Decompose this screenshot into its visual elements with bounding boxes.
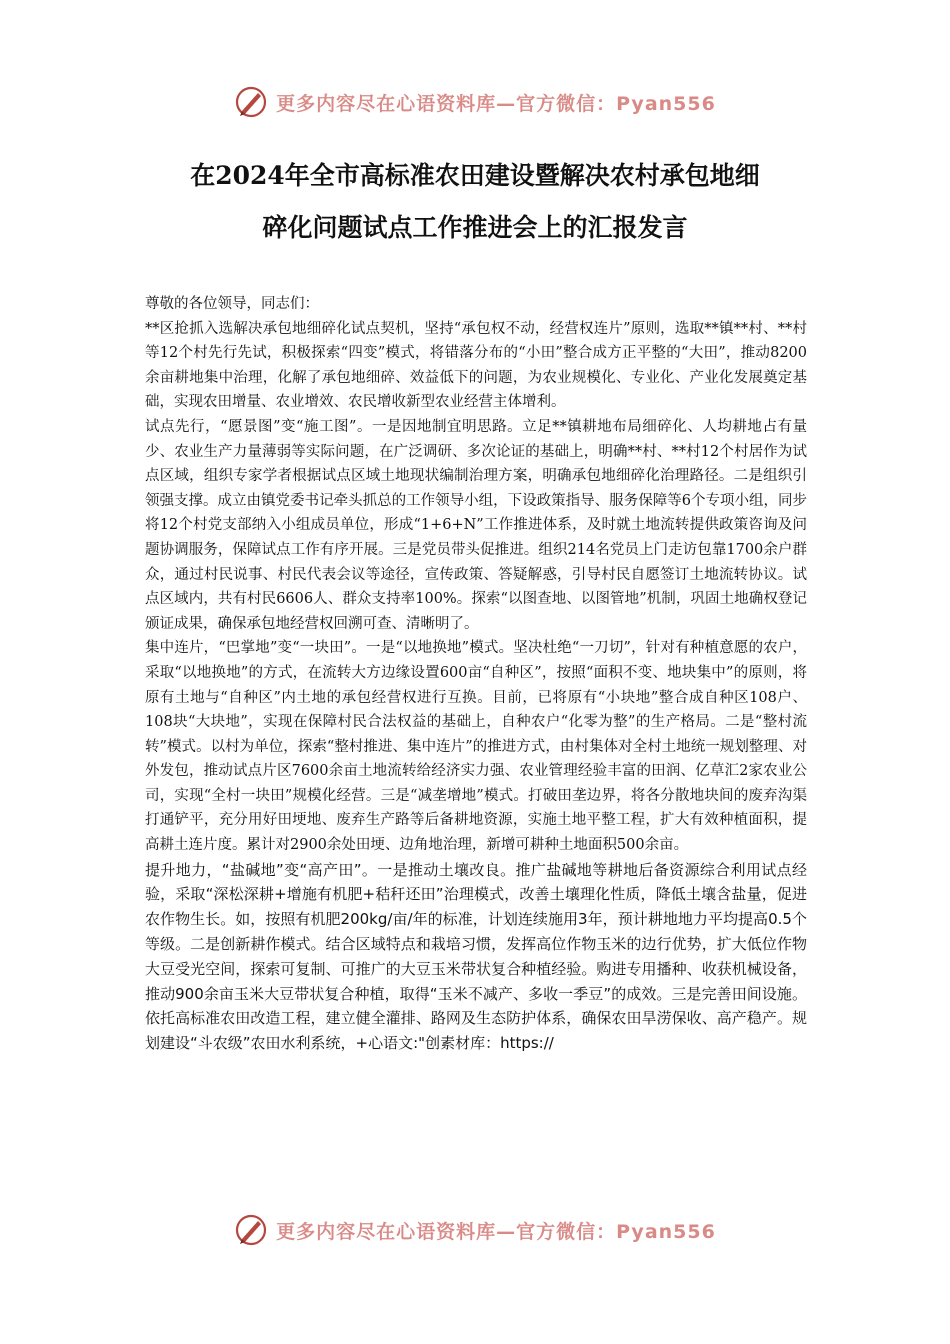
title-line-1: 在2024年全市高标准农田建设暨解决农村承包地细 [190,161,760,190]
header-watermark-banner [0,82,950,122]
title-line-2: 碎化问题试点工作推进会上的汇报发言 [262,213,688,242]
paragraph-intro: **区抢抓入选解决承包地细碎化试点契机，坚持“承包权不动，经营权连片”原则，选取**镇**村、**村等12个村先行先试，积极探索“四变”模式，将错落分布的“小田”整合成方正平整的“大田”，推动8200余亩耕地集中治理，化解了承包地细碎、效益低下的问题，为农业规模化、专业化、产业化发展奠定基础，实现农田增量、农业增效、农民增收新型农业经营主体增利。 [145,320,807,411]
document-body [145,292,807,1056]
footer-watermark-banner [0,1210,950,1250]
watermark-text: 更多内容尽在心语资料库—官方微信：Pyan556 [276,92,716,115]
paragraph-pilot: 试点先行，“愿景图”变“施工图”。一是因地制宜明思路。立足**镇耕地布局细碎化、人均耕地占有量少、农业生产力量薄弱等实际问题，在广泛调研、多次论证的基础上，明确**村、**村12个村居作为试点区域，组织专家学者根据试点区域土地现状编制治理方案，明确承包地细碎化治理路径。二是组织引领强支撑。成立由镇党委书记牵头抓总的工作领导小组，下设政策指导、服务保障等6个专项小组，同步将12个村党支部纳入小组成员单位，形成“1+6+N”工作推进体系，及时就土地流转提供政策咨询及问题协调服务，保障试点工作有序开展。三是党员带头促推进。组织214名党员上门走访包靠1700余户群众，通过村民说事、村民代表会议等途径，宣传政策、答疑解惑，引导村民自愿签订土地流转协议。试点区域内，共有村民6606人、群众支持率100%。探索“以图查地、以图管地”机制，巩固土地确权登记颁证成果，确保承包地经营权回溯可查、清晰明了。 [145,418,807,632]
pen-logo-icon [234,1213,268,1247]
paragraph-consolidation: 集中连片，“巴掌地”变“一块田”。一是“以地换地”模式。坚决杜绝“一刀切”，针对有种植意愿的农户，采取“以地换地”的方式，在流转大方边缘设置600亩“自种区”，按照“面积不变、地块集中”的原则，将原有土地与“自种区”内土地的承包经营权进行互换。目前，已将原有“小块地”整合成自种区108户、108块“大块地”，实现在保障村民合法权益的基础上，自种农户“化零为整”的生产格局。二是“整村流转”模式。以村为单位，探索“整村推进、集中连片”的推进方式，由村集体对全村土地统一规划整理、对外发包，推动试点片区7600余亩土地流转给经济实力强、农业管理经验丰富的田润、亿草汇2家农业公司，实现“全村一块田”规模化经营。三是“减垄增地”模式。打破田垄边界，将各分散地块间的废弃沟渠打通铲平，充分用好田埂地、废弃生产路等后备耕地资源，实施土地平整工程，扩大有效种植面积，提高耕土连片度。累计对2900余处田埂、边角地治理，新增可耕种土地面积500余亩。 [145,640,807,854]
pen-logo-icon [234,85,268,119]
salutation: 尊敬的各位领导，同志们： [145,296,319,312]
paragraph-soil-improvement: 提升地力，“盐碱地”变“高产田”。一是推动土壤改良。推广盐碱地等耕地后备资源综合利用试点经验，采取“深松深耕+增施有机肥+秸秆还田”治理模式，改善土壤理化性质，降低土壤含盐量，促进农作物生长。如，按照有机肥200kg/亩/年的标准，计划连续施用3年，预计耕地地力平均提高0.5个等级。二是创新耕作模式。结合区域特点和栽培习惯，发挥高位作物玉米的边行优势，扩大低位作物大豆受光空间，探索可复制、可推广的大豆玉米带状复合种植经验。购进专用播种、收获机械设备，推动900余亩玉米大豆带状复合种植，取得“玉米不减产、多收一季豆”的成效。三是完善田间设施。依托高标准农田改造工程，建立健全灌排、路网及生态防护体系，确保农田旱涝保收、高产稳产。规划建设“斗农级”农田水利系统，+心语文:"创素材库：https:// [145,860,807,1053]
watermark-text: 更多内容尽在心语资料库—官方微信：Pyan556 [276,1220,716,1243]
document-title [110,150,840,254]
